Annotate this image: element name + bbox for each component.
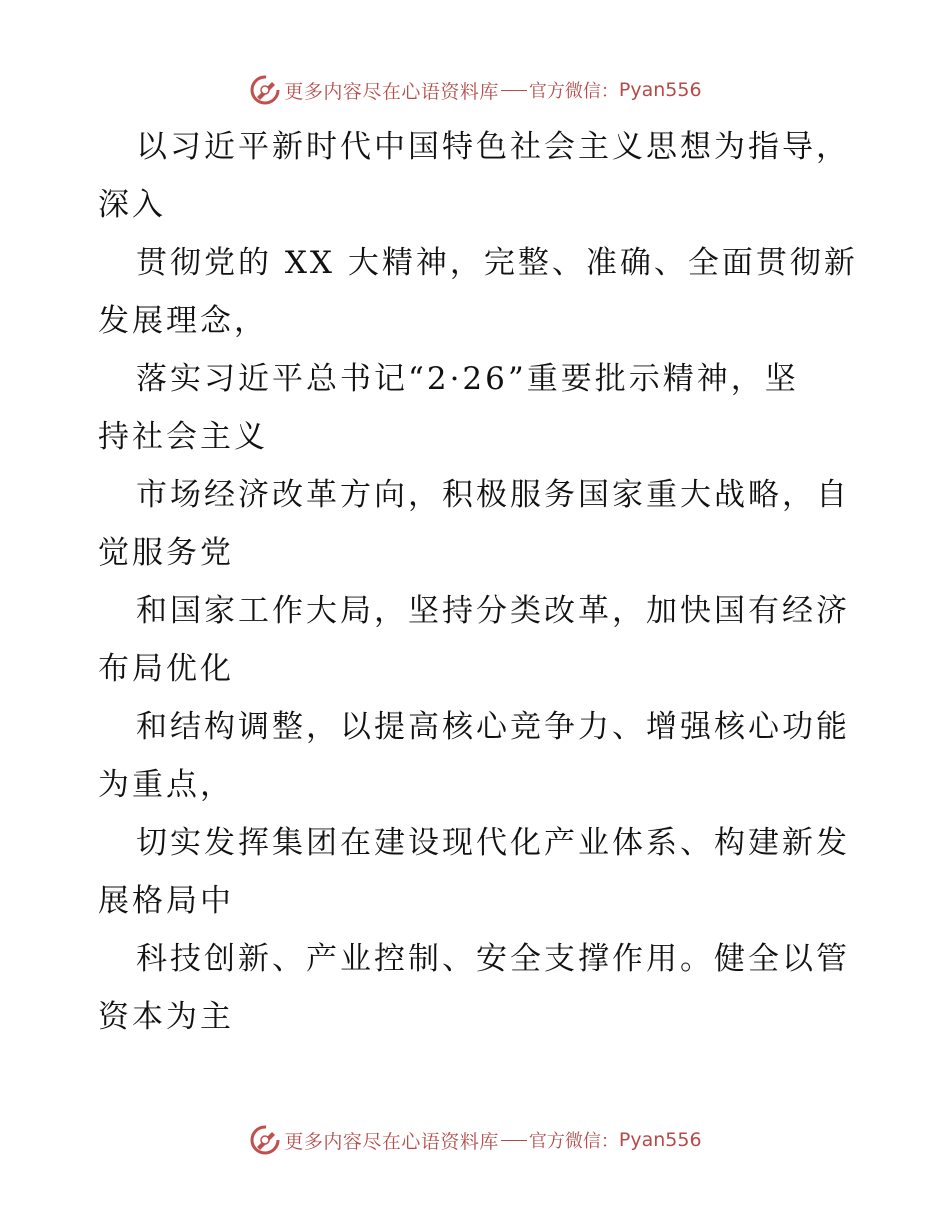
text-line: 发展理念， <box>98 303 268 339</box>
text-line: 持社会主义 <box>98 419 268 455</box>
footer-wechat-id: Pyan556 <box>618 1129 702 1151</box>
document-body <box>98 118 858 1046</box>
logo-icon <box>248 73 282 107</box>
text-line: 和国家工作大局，坚持分类改革，加快国有经济 <box>136 593 850 629</box>
header-wechat-id: Pyan556 <box>618 79 702 101</box>
text-line: 市场经济改革方向，积极服务国家重大战略，自 <box>136 477 850 513</box>
text-line: 和结构调整，以提高核心竞争力、增强核心功能 <box>136 709 850 745</box>
header-site-text: 更多内容尽在心语资料库 <box>284 80 499 103</box>
footer-contact-text: 官方微信： <box>528 1131 619 1152</box>
header-separator <box>501 90 527 91</box>
text-line: 展格局中 <box>98 883 234 919</box>
footer-site-text: 更多内容尽在心语资料库 <box>284 1130 499 1153</box>
text-line: 资本为主 <box>98 999 234 1035</box>
footer-separator <box>501 1140 527 1141</box>
text-line: 落实习近平总书记“2·26”重要批示精神，坚 <box>136 361 799 397</box>
header-contact-text: 官方微信： <box>528 81 619 102</box>
text-line: 布局优化 <box>98 651 234 687</box>
text-line: 以习近平新时代中国特色社会主义思想为指导， <box>136 129 850 165</box>
text-line: 切实发挥集团在建设现代化产业体系、构建新发 <box>136 825 850 861</box>
header-banner <box>0 70 950 110</box>
text-line: 贯彻党的 XX 大精神，完整、准确、全面贯彻新 <box>136 245 858 281</box>
footer-banner <box>0 1120 950 1160</box>
text-line: 觉服务党 <box>98 535 234 571</box>
text-line: 深入 <box>98 187 166 223</box>
text-line: 为重点， <box>98 767 234 803</box>
text-line: 科技创新、产业控制、安全支撑作用。健全以管 <box>136 941 850 977</box>
logo-icon <box>248 1123 282 1157</box>
